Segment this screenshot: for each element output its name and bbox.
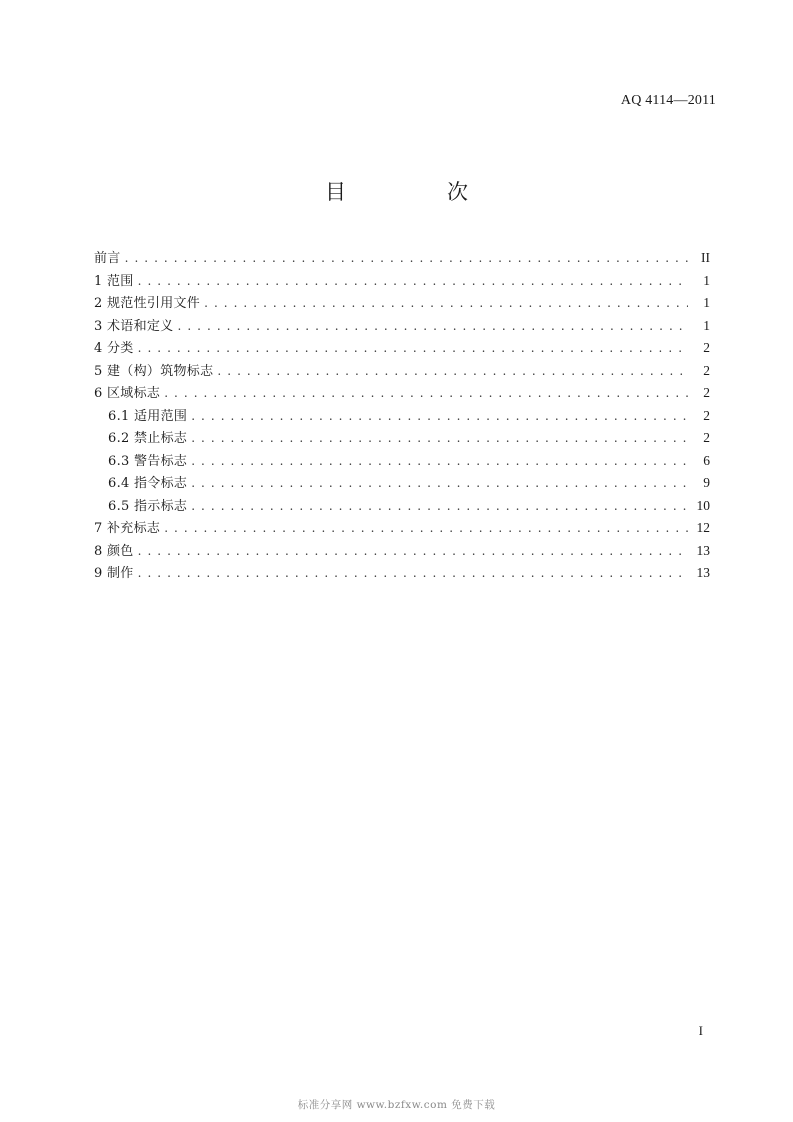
toc-item-page: 1 <box>703 272 710 288</box>
toc-leader-dots <box>191 499 688 513</box>
toc-item-page: 1 <box>703 295 710 310</box>
toc-item[interactable] <box>94 540 710 563</box>
toc-item-page: 6 <box>703 452 710 468</box>
toc-item-page: 2 <box>703 385 710 400</box>
toc-item-label: 6.2 禁止标志 <box>108 431 188 446</box>
toc-leader-dots <box>191 476 688 490</box>
toc-item[interactable] <box>94 517 710 540</box>
toc-item-label: 8 颜色 <box>94 543 134 559</box>
toc-item-label: 3 术语和定义 <box>94 318 174 334</box>
toc-subitem[interactable] <box>94 450 710 473</box>
toc-item-label: 6 区域标志 <box>94 386 161 401</box>
toc-leader-dots <box>125 251 688 265</box>
toc-leader-dots <box>191 409 688 423</box>
toc-item-page: II <box>701 250 710 265</box>
toc-subitem[interactable] <box>94 495 710 518</box>
toc-item-label: 7 补充标志 <box>94 521 161 536</box>
toc-subitem[interactable] <box>94 472 710 495</box>
toc-item-label: 6.5 指示标志 <box>108 498 188 514</box>
watermark-text: 标准分享网 www.bzfxw.com 免费下载 <box>297 1099 496 1111</box>
toc-item[interactable] <box>94 292 710 315</box>
toc-item-label: 5 建（构）筑物标志 <box>94 363 214 379</box>
toc-item-label: 1 范围 <box>94 273 134 289</box>
toc-item[interactable] <box>94 315 710 338</box>
toc-item-page: 2 <box>703 430 710 445</box>
toc-item-page: 10 <box>696 497 710 513</box>
table-of-contents <box>94 247 710 585</box>
toc-leader-dots <box>191 431 688 445</box>
toc-item[interactable] <box>94 270 710 293</box>
toc-leader-dots <box>191 454 688 468</box>
toc-item[interactable] <box>94 337 710 360</box>
toc-leader-dots <box>138 544 688 558</box>
toc-item-page: 2 <box>703 407 710 423</box>
toc-leader-dots <box>138 274 688 288</box>
page-number: I <box>698 1023 703 1038</box>
toc-leader-dots <box>217 364 688 378</box>
toc-subitem[interactable] <box>94 405 710 428</box>
toc-subitem[interactable] <box>94 427 710 450</box>
toc-item-label: 9 制作 <box>94 566 134 581</box>
toc-item[interactable] <box>94 562 710 585</box>
toc-leader-dots <box>178 319 688 333</box>
toc-item[interactable] <box>94 360 710 383</box>
toc-leader-dots <box>138 341 688 355</box>
standard-code: AQ 4114—2011 <box>620 93 716 108</box>
toc-item[interactable] <box>94 247 710 270</box>
toc-item-page: 2 <box>703 340 710 355</box>
toc-leader-dots <box>164 386 688 400</box>
toc-item-label: 6.1 适用范围 <box>108 408 188 424</box>
toc-item-label: 前言 <box>94 251 121 266</box>
page-title: 目 次 <box>325 180 508 204</box>
toc-item-page: 2 <box>703 362 710 378</box>
toc-leader-dots <box>204 296 688 310</box>
toc-leader-dots <box>138 566 688 580</box>
toc-item-page: 9 <box>703 475 710 490</box>
toc-item-label: 2 规范性引用文件 <box>94 296 201 311</box>
toc-item-page: 13 <box>696 565 710 580</box>
toc-item-label: 6.4 指令标志 <box>108 476 188 491</box>
toc-item-page: 1 <box>703 317 710 333</box>
toc-item-label: 4 分类 <box>94 341 134 356</box>
toc-item-page: 12 <box>696 520 710 535</box>
toc-item[interactable] <box>94 382 710 405</box>
toc-leader-dots <box>164 521 688 535</box>
toc-item-label: 6.3 警告标志 <box>108 453 188 469</box>
toc-item-page: 13 <box>696 542 710 558</box>
